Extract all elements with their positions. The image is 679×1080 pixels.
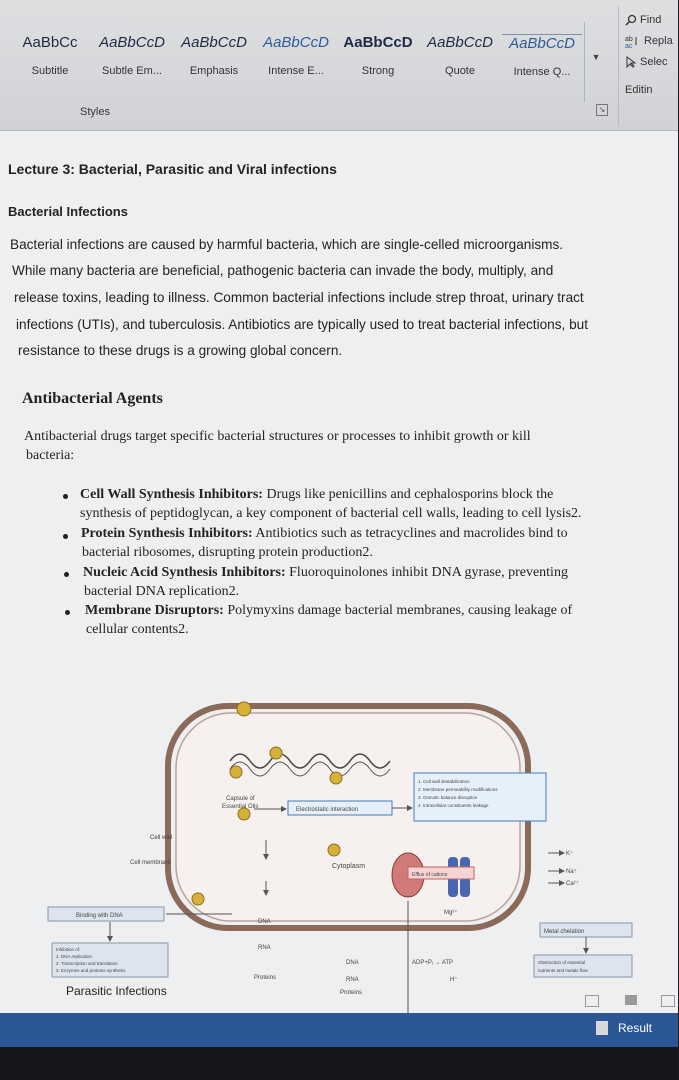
style-strong[interactable]: [338, 34, 418, 96]
antibacterial-intro-line: bacteria:: [26, 448, 75, 463]
bullet-term: Membrane Disruptors:: [85, 603, 224, 618]
bacterial-para-line: resistance to these drugs is a growing global concern.: [18, 343, 343, 358]
search-icon: [625, 14, 637, 26]
bullet-dot: [65, 610, 70, 615]
mg-label: Mg²⁺: [444, 910, 458, 916]
bullet-text: bacterial ribosomes, disrupting protein production2.: [82, 545, 373, 560]
electrostatic-label: Electrostatic interaction: [296, 807, 359, 813]
style-subtle-emphasis[interactable]: [92, 34, 172, 96]
bullet-text: synthesis of peptidoglycan, a key component of bacterial cell walls, leading to cell lysis2.: [80, 506, 582, 521]
style-name: Quote: [445, 65, 475, 77]
select-label: Selec: [640, 56, 668, 68]
bullet-text: bacterial DNA replication2.: [84, 584, 240, 599]
dna-label: DNA: [346, 960, 359, 966]
svg-text:ab: ab: [625, 36, 633, 43]
ribbon: [0, 0, 678, 131]
screen-bezel: [0, 1047, 678, 1080]
style-emphasis[interactable]: [174, 34, 254, 96]
parasitic-heading: Parasitic Infections: [66, 984, 167, 998]
dialog-launcher-icon[interactable]: ↘: [596, 104, 608, 116]
style-name: Subtle Em...: [102, 65, 162, 77]
styles-group-label: Styles: [80, 106, 110, 118]
adp-atp-label: ADP+Pᵢ → ATP: [412, 960, 454, 966]
style-preview: AaBbCcD: [263, 34, 329, 51]
effects-line: 2. Membrane permeability modifications: [418, 787, 498, 792]
taskbar: [0, 1013, 678, 1047]
bullet-dot: [63, 534, 68, 539]
h-plus-label: H⁺: [450, 977, 458, 983]
binding-dna-label: Binding with DNA: [76, 913, 123, 919]
style-name: Subtitle: [31, 65, 69, 77]
find-button[interactable]: [625, 14, 679, 26]
bullet-text: Polymyxins damage bacterial membranes, causing leakage of: [223, 603, 573, 618]
proteins-label: Proteins: [340, 990, 363, 996]
obstruction-box: [534, 955, 632, 977]
bullet-text: Fluoroquinolones inhibit DNA gyrase, preventing: [285, 565, 568, 580]
rna-label: RNA: [346, 977, 359, 983]
bullet-item-membrane: [85, 603, 572, 619]
ion-label: Ca²⁺: [566, 881, 579, 887]
bullet-text: Antibiotics such as tetracyclines and macrolides bind to: [252, 526, 568, 541]
style-intense-emphasis[interactable]: [256, 34, 336, 96]
view-buttons: [585, 993, 675, 1007]
bacterial-para-line: release toxins, leading to illness. Common bacterial infections include strep throat, urinary tract: [14, 290, 584, 305]
bacterial-para-line: Bacterial infections are caused by harmful bacteria, which are single-celled microorganisms.: [10, 237, 564, 252]
capsule: [192, 893, 204, 905]
bullet-term: Cell Wall Synthesis Inhibitors:: [80, 487, 263, 502]
capsule: [230, 766, 242, 778]
document-page[interactable]: [0, 131, 678, 1013]
ion-label: K⁺: [566, 851, 574, 857]
svg-text:ac: ac: [625, 43, 633, 50]
proteins-label: Proteins: [254, 975, 277, 981]
style-subtitle[interactable]: [10, 34, 90, 96]
bullet-dot: [64, 572, 69, 577]
style-preview: AaBbCcD: [509, 35, 575, 52]
web-layout-icon[interactable]: [661, 995, 675, 1007]
style-quote[interactable]: [420, 34, 500, 96]
style-name: Intense E...: [268, 65, 324, 77]
antibacterial-intro-line: Antibacterial drugs target specific bacterial structures or processes to inhibit growth or kill: [24, 429, 531, 444]
style-name: Emphasis: [189, 65, 239, 77]
replace-icon: [625, 34, 641, 48]
bullet-dot: [63, 494, 68, 499]
style-intense-quote[interactable]: [502, 34, 582, 97]
bullet-term: Nucleic Acid Synthesis Inhibitors:: [83, 565, 286, 580]
bacterial-para-line: infections (UTIs), and tuberculosis. Antibiotics are typically used to treat bacterial infections, but: [16, 317, 588, 332]
find-label: Find: [640, 14, 662, 26]
ion-label: Na⁺: [566, 869, 577, 875]
capsule: [330, 772, 342, 784]
obstruction-line: Obstruction of essential: [538, 960, 586, 965]
editing-group: [618, 6, 679, 126]
effects-line: 3. Osmotic balance disruption: [418, 795, 478, 800]
bacterial-para-line: While many bacteria are beneficial, pathogenic bacteria can invade the body, multiply, and: [12, 263, 554, 278]
effects-line: 4. Intracellular constituents leakage: [418, 803, 489, 808]
print-layout-icon[interactable]: [625, 995, 637, 1005]
cell-membrane-label: Cell membrane: [130, 860, 171, 866]
style-preview: AaBbCcD: [343, 34, 413, 51]
bullet-term: Protein Synthesis Inhibitors:: [81, 526, 253, 541]
inhibition-line: 2. Transcription and translation: [56, 961, 118, 966]
bacterial-heading: Bacterial Infections: [8, 204, 128, 219]
chevron-down-icon: ▼: [591, 52, 601, 62]
dna-label: DNA: [258, 919, 271, 925]
editing-group-label: Editin: [625, 84, 653, 96]
styles-gallery: [6, 12, 606, 92]
metal-chelation-label: Metal chelation: [544, 929, 585, 935]
efflux-label: Efflux of cations: [412, 872, 448, 878]
result-icon[interactable]: [596, 1021, 608, 1035]
gallery-more-button[interactable]: [584, 22, 607, 102]
style-name: Strong: [361, 65, 395, 77]
result-label[interactable]: Result: [618, 1021, 653, 1035]
style-preview: AaBbCcD: [181, 34, 247, 51]
style-name: Intense Q...: [513, 66, 571, 78]
rna-label: RNA: [258, 945, 271, 951]
replace-button[interactable]: [625, 34, 679, 48]
style-preview: AaBbCc: [22, 34, 78, 51]
capsule: [237, 702, 251, 716]
bullet-text: cellular contents2.: [86, 622, 189, 637]
capsule: [328, 844, 340, 856]
style-preview: AaBbCcD: [99, 34, 165, 51]
bullet-item-cell-wall: [80, 487, 553, 503]
capsule-label: Capsule of: [226, 796, 255, 802]
effects-line: 1. Cell wall destabilization: [418, 779, 470, 784]
bullet-item-nucleic: [83, 565, 568, 581]
obstruction-line: nutrients and metals flow: [538, 968, 588, 973]
bullet-item-protein: [81, 526, 568, 542]
antibacterial-heading: Antibacterial Agents: [22, 390, 163, 407]
capsule: [270, 747, 282, 759]
inhibition-line: 3. Enzymes and proteins synthesis: [56, 968, 126, 973]
lecture-title: Lecture 3: Bacterial, Parasitic and Viral infections: [8, 161, 337, 177]
inhibition-line: 1. DNA replication: [56, 954, 93, 959]
style-preview: AaBbCcD: [427, 34, 493, 51]
replace-label: Repla: [644, 35, 673, 47]
inhibition-line: Inhibition of:: [56, 947, 81, 952]
select-button[interactable]: [625, 56, 679, 68]
bullet-text: Drugs like penicillins and cephalosporins block the: [262, 487, 554, 502]
cell-wall-label: Cell wall: [150, 835, 173, 841]
capsule-label: Essential Oils: [222, 804, 259, 810]
read-mode-icon[interactable]: [585, 995, 599, 1007]
cursor-icon: [625, 56, 637, 68]
cytoplasm-label: Cytoplasm: [332, 863, 366, 870]
